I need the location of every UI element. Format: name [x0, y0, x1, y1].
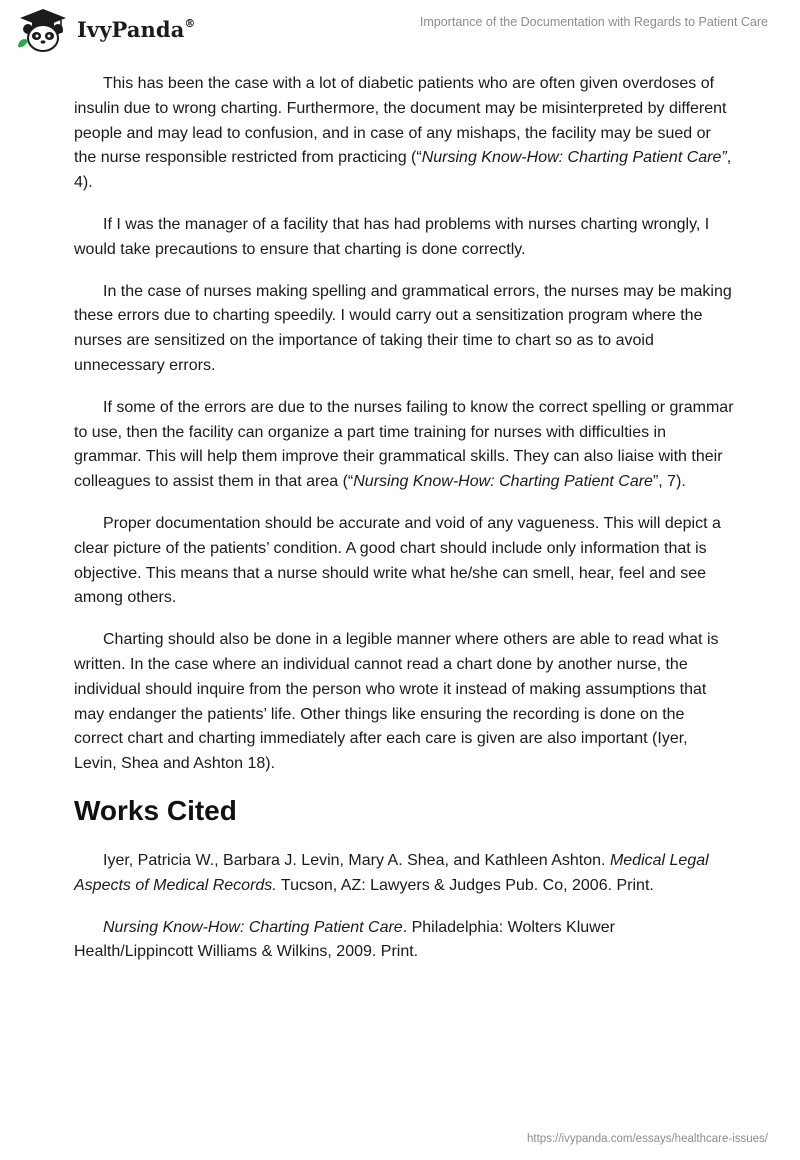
text-run: This has been the case with a lot of diabetic patients who are often given overdoses of insulin due to wrong charting. Furthermore, the document may be misinterpreted by different people and may lead to confusion, and in case of any mishaps, the facility may be sued or the nurse responsible restricted from practicing (“: [74, 75, 727, 167]
works-cited-heading: Works Cited: [74, 794, 237, 826]
body-paragraph: [74, 213, 734, 263]
citation-entry: [74, 849, 734, 899]
text-run: If I was the manager of a facility that has had problems with nurses charting wrongly, I would take precautions to ensure that charting is done correctly.: [74, 215, 710, 258]
document-title: Importance of the Documentation with Regards to Patient Care: [419, 15, 768, 29]
text-run: . Philadelphia: Wolters Kluwer Health/Lippincott Williams & Wilkins, 2009. Print.: [74, 918, 615, 961]
panda-graduate-logo-icon[interactable]: [14, 7, 72, 53]
text-run: , 4).: [74, 149, 732, 192]
text-run: Iyer, Patricia W., Barbara J. Levin, Mary A. Shea, and Kathleen Ashton.: [103, 851, 610, 869]
source-url[interactable]: https://ivypanda.com/essays/healthcare-issues/: [527, 1133, 768, 1145]
page-header: [0, 0, 800, 64]
body-paragraph: [74, 512, 734, 611]
italic-title-text: Nursing Know-How: Charting Patient Care: [103, 918, 403, 936]
text-run: In the case of nurses making spelling and grammatical errors, the nurses may be making these errors due to charting speedily. I would carry out a sensitization program where the nurses are sensitized on the importance of taking their time to chart so as to avoid unnecessary errors.: [74, 282, 732, 374]
body-paragraph: [74, 628, 734, 777]
registered-mark: ®: [184, 17, 196, 30]
italic-title-text: Medical Legal Aspects of Medical Records.: [74, 851, 709, 894]
text-run: If some of the errors are due to the nurses failing to know the correct spelling or grammar to use, then the facility can organize a part time training for nurses with difficulties in grammar. This will help them improve their grammatical skills. They can also liaise with their colleagues to assist them in that area (“: [74, 398, 734, 491]
body-paragraph: [74, 280, 734, 379]
brand-text: IvyPanda: [77, 17, 185, 42]
text-run: ”, 7).: [652, 473, 686, 491]
body-paragraph: [74, 396, 734, 495]
citation-entry: [74, 916, 734, 966]
italic-title-text: Nursing Know-How: Charting Patient Care”: [421, 149, 727, 167]
italic-title-text: Nursing Know-How: Charting Patient Care: [353, 473, 653, 491]
text-run: Proper documentation should be accurate and void of any vagueness. This will depict a clear picture of the patients’ condition. A good chart should include only information that is objective. This means that a nurse should write what he/she can smell, hear, feel and see among others.: [74, 514, 721, 607]
text-run: Charting should also be done in a legible manner where others are able to read what is written. In the case where an individual cannot read a chart done by another nurse, the individual should inquire from the person who wrote it instead of making assumptions that may endanger the patients’ life. Other things like ensuring the recording is done on the correct chart and charting immediately after each care is given are also important (Iyer, Levin, Shea and Ashton 18).: [74, 631, 719, 773]
text-run: Tucson, AZ: Lawyers & Judges Pub. Co, 2006. Print.: [276, 876, 654, 894]
body-paragraph: [74, 72, 734, 196]
essay-body: [74, 72, 734, 982]
brand-name[interactable]: [77, 17, 196, 42]
